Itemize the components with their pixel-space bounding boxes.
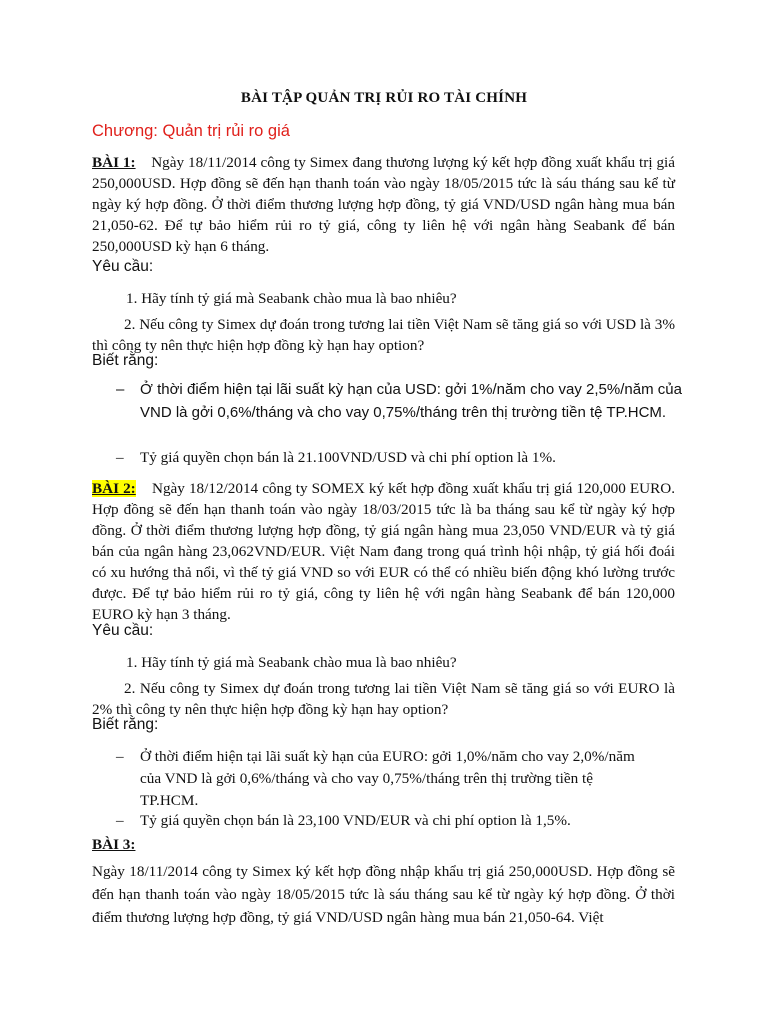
exercise-3-label: BÀI 3: xyxy=(92,836,136,853)
exercise-2-body: Ngày 18/12/2014 công ty SOMEX ký kết hợp đồng xuất khẩu trị giá 120,000 EURO. Hợp đồng sẽ đến hạn thanh toán vào ngày 18/03/2015 tức là ba tháng sau kể từ ngày ký hợp đồng. Ở thời điểm thương lượng hợp đồng, tỷ giá ngân hàng mua 23,050 VND/EUR và tỷ giá bán của ngân hàng 23,062VND/EUR. Việt Nam đang trong quá trình hội nhập, tỷ giá hối đoái có xu hướng thả nổi, vì thế tỷ giá VND so với EUR có thể có nhiều biến động khó lường trước được. Để tự bảo hiểm rủi ro tỷ giá, công ty liên hệ với ngân hàng Seabank để bán 120,000 EURO kỳ hạn 3 tháng. xyxy=(92,480,675,623)
given-item-text: Tỷ giá quyền chọn bán là 23,100 VND/EUR và chi phí option là 1,5%. xyxy=(140,812,571,829)
exercise-2-requirements-heading: Yêu cầu: xyxy=(92,622,154,639)
exercise-1-given-list xyxy=(92,378,682,424)
exercise-1-text xyxy=(92,152,675,257)
list-item xyxy=(92,746,652,812)
list-item xyxy=(92,447,682,468)
dash-bullet: – xyxy=(116,449,124,466)
exercise-2-question-1: 1. Hãy tính tỷ giá mà Seabank chào mua là bao nhiêu? xyxy=(126,654,457,671)
exercise-1-given-item-2 xyxy=(92,447,682,468)
exercise-1-given-heading: Biết rằng: xyxy=(92,352,159,369)
exercise-1-question-2-text: 2. Nếu công ty Simex dự đoán trong tương lai tiền Việt Nam sẽ tăng giá so với USD là 3% thì công ty nên thực hiện hợp đồng kỳ hạn hay option? xyxy=(92,316,675,354)
exercise-1-requirements-heading: Yêu cầu: xyxy=(92,258,154,275)
dash-bullet: – xyxy=(116,748,124,765)
given-item-text: Ở thời điểm hiện tại lãi suất kỳ hạn của EURO: gởi 1,0%/năm cho vay 2,0%/năm của VND là gởi 0,6%/tháng và cho vay 0,75%/tháng trên thị trường tiền tệ TP.HCM. xyxy=(140,748,635,809)
exercise-2-given-list xyxy=(92,746,652,812)
exercise-3-label-row xyxy=(92,834,675,855)
list-item xyxy=(92,810,682,831)
chapter-heading: Chương: Quản trị rủi ro giá xyxy=(92,122,290,140)
exercise-2-given-heading: Biết rằng: xyxy=(92,716,159,733)
exercise-3-text xyxy=(92,860,675,940)
exercise-2-question-2-text: 2. Nếu công ty Simex dự đoán trong tương lai tiền Việt Nam sẽ tăng giá so với EURO là 2% thì công ty nên thực hiện hợp đồng kỳ hạn hay option? xyxy=(92,680,675,718)
dash-bullet: – xyxy=(116,812,124,829)
exercise-2-label: BÀI 2: xyxy=(92,480,136,497)
exercise-1-body: Ngày 18/11/2014 công ty Simex đang thương lượng ký kết hợp đồng xuất khẩu trị giá 250,000USD. Hợp đồng sẽ đến hạn thanh toán vào ngày 18/05/2015 tức là sáu tháng sau kể từ ngày ký hợp đồng. Ở thời điểm thương lượng hợp đồng, tỷ giá VND/USD ngân hàng mua bán 21,050-62. Để tự bảo hiểm rủi ro tỷ giá, công ty liên hệ với ngân hàng Seabank để bán 250,000USD kỳ hạn 6 tháng. xyxy=(92,154,676,255)
document-title: BÀI TẬP QUẢN TRỊ RỦI RO TÀI CHÍNH xyxy=(240,90,528,106)
list-item xyxy=(92,378,682,424)
dash-bullet: – xyxy=(116,381,125,398)
exercise-1-label: BÀI 1: xyxy=(92,154,136,171)
given-item-text: Tỷ giá quyền chọn bán là 21.100VND/USD và chi phí option là 1%. xyxy=(140,449,556,466)
exercise-2-text xyxy=(92,478,675,625)
exercise-2-given-item-2 xyxy=(92,810,682,831)
given-item-text: Ở thời điểm hiện tại lãi suất kỳ hạn của USD: gởi 1%/năm cho vay 2,5%/năm của VND là gởi 0,6%/tháng và cho vay 0,75%/tháng trên thị trường tiền tệ TP.HCM. xyxy=(140,381,682,421)
exercise-3-body: Ngày 18/11/2014 công ty Simex ký kết hợp đồng nhập khẩu trị giá 250,000USD. Hợp đồng sẽ đến hạn thanh toán vào ngày 18/05/2015 tức là sáu tháng sau kể từ ngày ký hợp đồng. Ở thời điểm thương lượng hợp đồng, tỷ giá VND/USD ngân hàng mua bán 21,050-64. Việt xyxy=(92,863,675,926)
exercise-1-question-1: 1. Hãy tính tỷ giá mà Seabank chào mua là bao nhiêu? xyxy=(126,290,457,307)
